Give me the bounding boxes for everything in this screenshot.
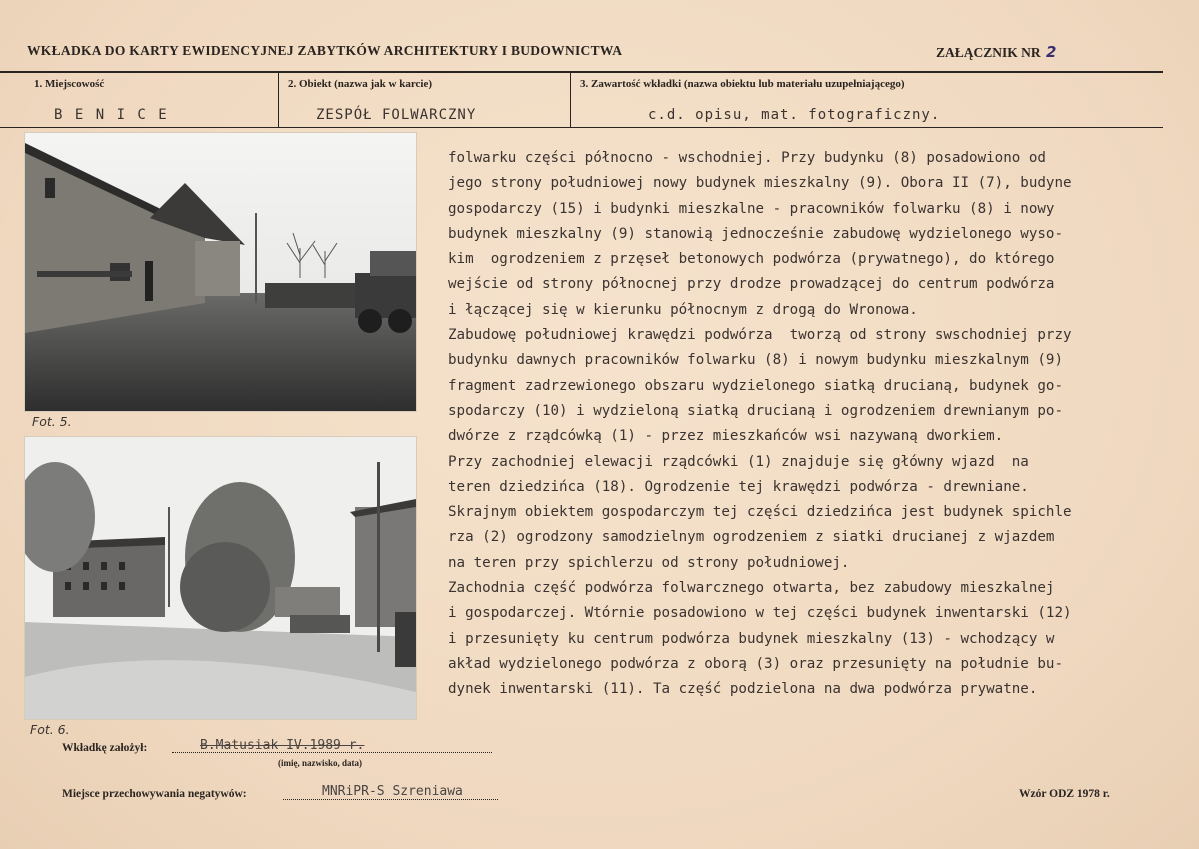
description-line: dwórze z rządcówką (1) - przez mieszkańców wsi nazywaną dworkiem. — [448, 428, 1004, 445]
description-line: wejście od strony północnej przy drodze prowadzącej do centrum podwórza — [448, 276, 1055, 293]
description-line: teren dziedzińca (18). Ogrodzenie tej krawędzi podwórza - drewniane. — [448, 478, 1029, 495]
place-value: B E N I C E — [54, 107, 169, 123]
storage-dotted-line — [283, 799, 498, 800]
description-line: i łączącej się w kierunku północnym z drogą do Wronowa. — [448, 301, 918, 318]
description-line: kim ogrodzeniem z przęseł betonowych podwórza (prywatnego), do którego — [448, 251, 1055, 268]
description-line: i gospodarczej. Wtórnie posadowiono w tej części budynek inwentarski (12) — [448, 605, 1072, 622]
card-title: WKŁADKA DO KARTY EWIDENCYJNEJ ZABYTKÓW ARCHITEKTURY I BUDOWNICTWA — [27, 43, 623, 58]
description-line: Przy zachodniej elewacji rządcówki (1) znajduje się główny wjazd na — [448, 453, 1029, 470]
description-line: Zachodnia część podwórza folwarcznego otwarta, bez zabudowy mieszkalnej — [448, 580, 1055, 597]
author-value: B.Matusiak IV.1989 r. — [200, 738, 365, 753]
farm-buildings-photo — [25, 133, 416, 411]
header-rule — [0, 71, 1163, 73]
storage-value: MNRiPR-S Szreniawa — [322, 784, 463, 799]
object-label: 2. Obiekt (nazwa jak w karcie) — [288, 78, 433, 90]
author-label: Wkładkę założył: — [62, 742, 148, 754]
fields-rule — [0, 127, 1163, 128]
object-value: ZESPÓŁ FOLWARCZNY — [316, 107, 477, 123]
description-line: Skrajnym obiektem gospodarczym tej części dziedzińca jest budynek spichle — [448, 504, 1072, 521]
annex-number: 2 — [1046, 43, 1057, 61]
author-hint: (imię, nazwisko, data) — [278, 758, 362, 768]
photo-5 — [24, 132, 417, 412]
description-line: rza (2) ogrodzony samodzielnym ogrodzeniem z siatki drucianej z wjazdem — [448, 529, 1055, 546]
description-line: na teren przy spichlerzu od strony południowej. — [448, 554, 850, 571]
description-line: i przesunięty ku centrum podwórza budynek mieszkalny (13) - wchodzący w — [448, 630, 1055, 647]
photo-6-caption: Fot. 6. — [30, 722, 70, 737]
description-text — [448, 146, 1188, 703]
description-line: budynku dawnych pracowników folwarku (8) i nowym budynku mieszkalnym (9) — [448, 352, 1063, 369]
description-line: dynek inwentarski (11). Ta część podzielona na dwa podwórza prywatne. — [448, 681, 1038, 698]
description-line: jego strony południowej nowy budynek mieszkalny (9). Obora II (7), budyne — [448, 175, 1072, 192]
field-divider-1 — [278, 73, 279, 127]
contents-label: 3. Zawartość wkładki (nazwa obiektu lub materiału uzupełniającego) — [580, 78, 905, 90]
description-line: gospodarczy (15) i budynki mieszkalne - pracowników folwarku (8) i nowy — [448, 200, 1055, 217]
description-line: akład wydzielonego podwórza z oborą (3) oraz przesunięty na południe bu- — [448, 655, 1063, 672]
description-line: folwarku części północno - wschodniej. Przy budynku (8) posadowiono od — [448, 150, 1046, 166]
description-line: budynek mieszkalny (9) stanowią jednocześnie zabudowę wydzielonego wyso- — [448, 225, 1063, 242]
road-and-granary-photo — [25, 437, 416, 719]
field-divider-2 — [570, 73, 571, 127]
description-line: fragment zadrzewionego obszaru wydzielonego siatką drucianą, budynek go- — [448, 377, 1063, 394]
form-template: Wzór ODZ 1978 r. — [1019, 788, 1110, 800]
annex-label — [936, 43, 1056, 61]
place-label: 1. Miejscowość — [34, 78, 105, 90]
photo-6 — [24, 436, 417, 720]
annex-text: ZAŁĄCZNIK NR — [936, 45, 1041, 60]
storage-label: Miejsce przechowywania negatywów: — [62, 788, 247, 800]
description-line: spodarczy (10) i wydzieloną siatką drucianą i ogrodzeniem drewnianym po- — [448, 402, 1063, 419]
contents-value: c.d. opisu, mat. fotograficzny. — [648, 107, 941, 123]
description-line: Zabudowę południowej krawędzi podwórza tworzą od strony swschodniej przy — [448, 327, 1072, 344]
photo-5-caption: Fot. 5. — [32, 414, 72, 429]
